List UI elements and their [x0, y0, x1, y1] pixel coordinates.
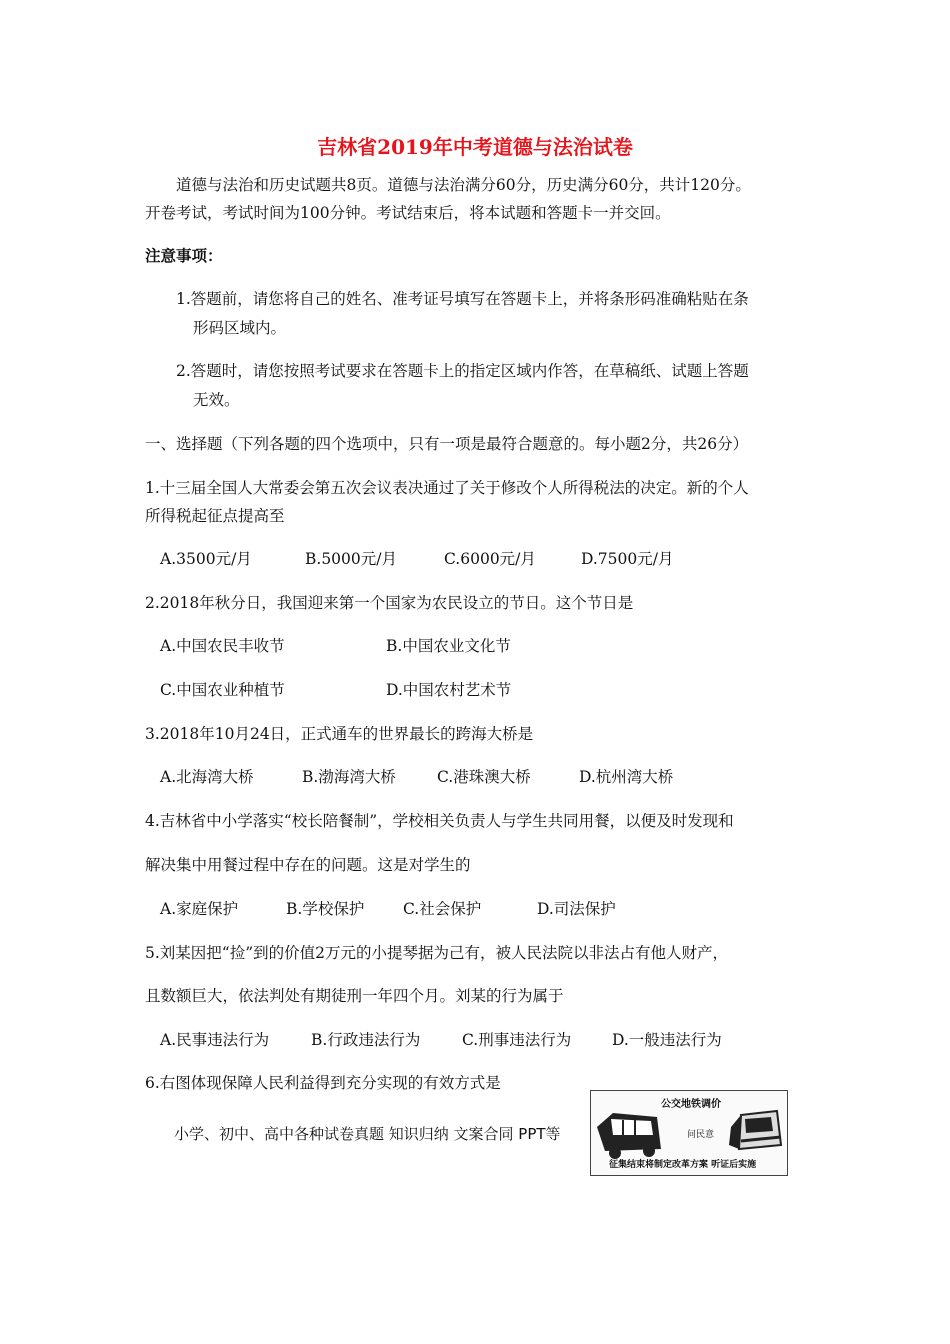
- q4-option-b[interactable]: B.学校保护: [286, 900, 365, 918]
- question-4: 4.吉林省中小学落实“校长陪餐制”，学校相关负责人与学生共同用餐，以便及时发现和: [145, 812, 734, 830]
- intro-line-1: 道德与法治和历史试题共8页。道德与法治满分60分，历史满分60分，共计120分。: [176, 176, 751, 194]
- q5-option-d[interactable]: D.一般违法行为: [612, 1031, 722, 1049]
- q5-option-c[interactable]: C.刑事违法行为: [462, 1031, 572, 1049]
- notice-item-2: 2.答题时，请您按照考试要求在答题卡上的指定区域内作答，在草稿纸、试题上答题: [176, 362, 749, 380]
- q1-option-a[interactable]: A.3500元/月: [160, 550, 252, 568]
- bus-subway-cartoon: [590, 1090, 788, 1176]
- q4-option-a[interactable]: A.家庭保护: [160, 900, 239, 918]
- q3-option-a[interactable]: A.北海湾大桥: [160, 768, 254, 786]
- question-4-cont: 解决集中用餐过程中存在的问题。这是对学生的: [145, 856, 471, 874]
- cartoon-caption-bottom: 征集结束将制定改革方案 听证后实施: [609, 1160, 757, 1170]
- cartoon-caption-top: 公交地铁调价: [661, 1099, 721, 1110]
- q1-option-b[interactable]: B.5000元/月: [305, 550, 397, 568]
- notice-heading: 注意事项：: [145, 246, 223, 265]
- cartoon-caption-mid: 问民意: [687, 1130, 715, 1140]
- exam-title: 吉林省2019年中考道德与法治试卷: [317, 135, 633, 159]
- question-6: 6.右图体现保障人民利益得到充分实现的有效方式是: [145, 1074, 501, 1092]
- q3-option-c[interactable]: C.港珠澳大桥: [437, 768, 531, 786]
- q2-option-a[interactable]: A.中国农民丰收节: [160, 637, 285, 655]
- question-5: 5.刘某因把“捡”到的价值2万元的小提琴据为己有，被人民法院以非法占有他人财产，: [145, 944, 729, 962]
- q1-option-c[interactable]: C.6000元/月: [444, 550, 536, 568]
- notice-item-1-cont: 形码区域内。: [193, 319, 287, 337]
- q3-option-d[interactable]: D.杭州湾大桥: [579, 768, 674, 786]
- q5-option-b[interactable]: B.行政违法行为: [311, 1031, 421, 1049]
- notice-item-1: 1.答题前，请您将自己的姓名、准考证号填写在答题卡上，并将条形码准确粘贴在条: [176, 290, 749, 308]
- q1-option-d[interactable]: D.7500元/月: [581, 550, 674, 568]
- q4-option-d[interactable]: D.司法保护: [537, 900, 616, 918]
- question-5-cont: 且数额巨大，依法判处有期徒刑一年四个月。刘某的行为属于: [145, 987, 564, 1005]
- question-1-cont: 所得税起征点提高至: [145, 507, 285, 525]
- notice-item-2-cont: 无效。: [193, 391, 240, 409]
- footer-ad-text: 小学、初中、高中各种试卷真题 知识归纳 文案合同 PPT等: [174, 1125, 561, 1143]
- question-2: 2.2018年秋分日，我国迎来第一个国家为农民设立的节日。这个节日是: [145, 594, 634, 612]
- q4-option-c[interactable]: C.社会保护: [403, 900, 482, 918]
- q2-option-d[interactable]: D.中国农村艺术节: [386, 681, 512, 699]
- section-heading: 一、选择题（下列各题的四个选项中，只有一项是最符合题意的。每小题2分，共26分）: [145, 435, 749, 453]
- q2-option-c[interactable]: C.中国农业种植节: [160, 681, 285, 699]
- q5-option-a[interactable]: A.民事违法行为: [160, 1031, 270, 1049]
- question-3: 3.2018年10月24日，正式通车的世界最长的跨海大桥是: [145, 725, 534, 743]
- q3-option-b[interactable]: B.渤海湾大桥: [302, 768, 396, 786]
- q2-option-b[interactable]: B.中国农业文化节: [386, 637, 511, 655]
- intro-line-2: 开卷考试，考试时间为100分钟。考试结束后，将本试题和答题卡一并交回。: [145, 204, 671, 222]
- question-1: 1.十三届全国人大常委会第五次会议表决通过了关于修改个人所得税法的决定。新的个人: [145, 479, 749, 497]
